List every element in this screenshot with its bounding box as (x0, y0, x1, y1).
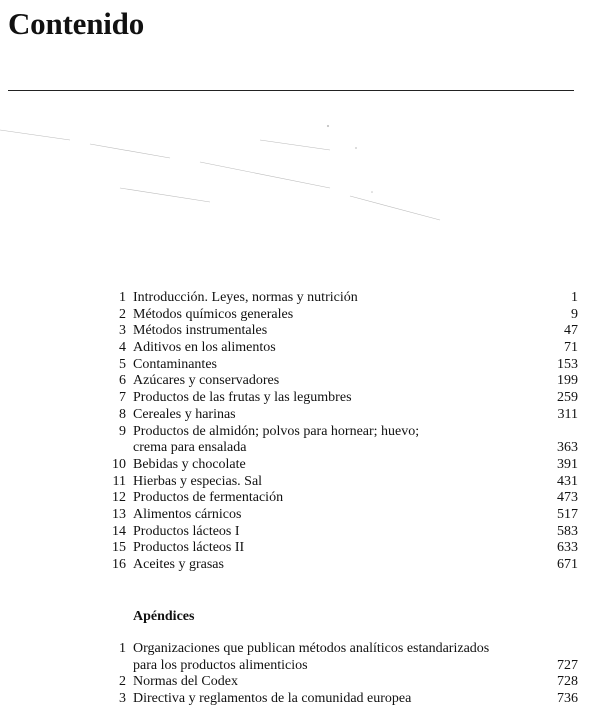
entry-title: Métodos químicos generales (133, 306, 294, 322)
entry-number: 11 (112, 473, 126, 489)
entry-page-number: 517 (557, 506, 578, 522)
toc-entry (0, 307, 600, 324)
toc-entry (0, 357, 600, 374)
table-of-contents (0, 290, 600, 574)
toc-entry (0, 390, 600, 407)
entry-page-number: 9 (571, 306, 578, 322)
entry-page-number: 671 (557, 557, 578, 572)
entry-title: Métodos instrumentales (133, 323, 268, 339)
title-divider (8, 90, 574, 91)
entry-number: 6 (119, 373, 126, 389)
entry-page-number: 391 (557, 456, 578, 472)
entry-number: 3 (119, 691, 126, 707)
entry-number: 13 (112, 506, 126, 522)
toc-entry (0, 323, 600, 340)
toc-entry (0, 490, 600, 507)
toc-entry (0, 373, 600, 390)
entry-page-number: 153 (557, 356, 578, 372)
toc-entry (0, 474, 600, 491)
entry-number: 2 (119, 674, 126, 690)
entry-title: Bebidas y chocolate (133, 456, 246, 472)
entry-page-number: 1 (571, 289, 578, 305)
appendix-list (0, 641, 600, 708)
entry-page-number: 71 (564, 340, 578, 356)
entry-page-number: 363 (557, 440, 578, 456)
entry-page-number: 633 (557, 540, 578, 556)
entry-number: 4 (119, 340, 126, 356)
entry-number: 16 (112, 557, 126, 573)
toc-entry (0, 691, 600, 708)
toc-entry (0, 507, 600, 524)
entry-number: 1 (119, 641, 126, 656)
toc-entry (0, 407, 600, 424)
toc-entry (0, 557, 600, 574)
entry-number: 15 (112, 540, 126, 556)
entry-title: Aceites y grasas (133, 557, 224, 573)
entry-title: Productos de fermentación (133, 490, 284, 506)
entry-title: Productos de almidón; polvos para hornear; huevo; crema para ensalada (133, 423, 420, 456)
toc-entry (0, 540, 600, 557)
entry-page-number: 431 (557, 473, 578, 489)
entry-title: Introducción. Leyes, normas y nutrición (133, 290, 358, 305)
toc-entry (0, 457, 600, 474)
entry-number: 5 (119, 356, 126, 372)
entry-number: 14 (112, 523, 126, 539)
entry-page-number: 311 (557, 406, 578, 422)
toc-entry (0, 290, 600, 307)
entry-title: Hierbas y especias. Sal (133, 473, 263, 489)
toc-entry (0, 524, 600, 541)
entry-page-number: 47 (564, 323, 578, 339)
entry-number: 7 (119, 390, 126, 406)
entry-title: Cereales y harinas (133, 406, 236, 422)
page-title: Contenido (8, 6, 145, 41)
entry-title: Organizaciones que publican métodos analíticos estandarizados para los productos alimenticios (133, 641, 490, 673)
entry-page-number: 259 (557, 390, 578, 406)
entry-title: Productos lácteos I (133, 523, 240, 539)
entry-title: Normas del Codex (133, 674, 238, 690)
entry-page-number: 728 (557, 674, 578, 690)
entry-page-number: 473 (557, 490, 578, 506)
entry-title: Aditivos en los alimentos (133, 340, 276, 356)
entry-title: Directiva y reglamentos de la comunidad europea (133, 691, 412, 707)
entry-page-number: 583 (557, 523, 578, 539)
entry-page-number: 736 (557, 691, 578, 707)
entry-number: 9 (119, 423, 126, 439)
toc-entry (0, 340, 600, 357)
entry-page-number: 727 (557, 657, 578, 673)
entry-number: 3 (119, 323, 126, 339)
appendix-heading: Apéndices (133, 609, 195, 624)
entry-number: 1 (119, 290, 126, 305)
toc-entry (0, 641, 600, 674)
entry-title: Productos lácteos II (133, 540, 245, 556)
scan-noise-marks (0, 100, 600, 280)
entry-number: 2 (119, 306, 126, 322)
entry-number: 10 (112, 456, 126, 472)
toc-entry (0, 674, 600, 691)
entry-number: 12 (112, 490, 126, 506)
entry-title: Contaminantes (133, 356, 217, 372)
entry-title: Productos de las frutas y las legumbres (133, 390, 352, 406)
entry-page-number: 199 (557, 373, 578, 389)
entry-title: Alimentos cárnicos (133, 506, 242, 522)
entry-title: Azúcares y conservadores (133, 373, 280, 389)
entry-number: 8 (119, 406, 126, 422)
toc-entry (0, 424, 600, 457)
